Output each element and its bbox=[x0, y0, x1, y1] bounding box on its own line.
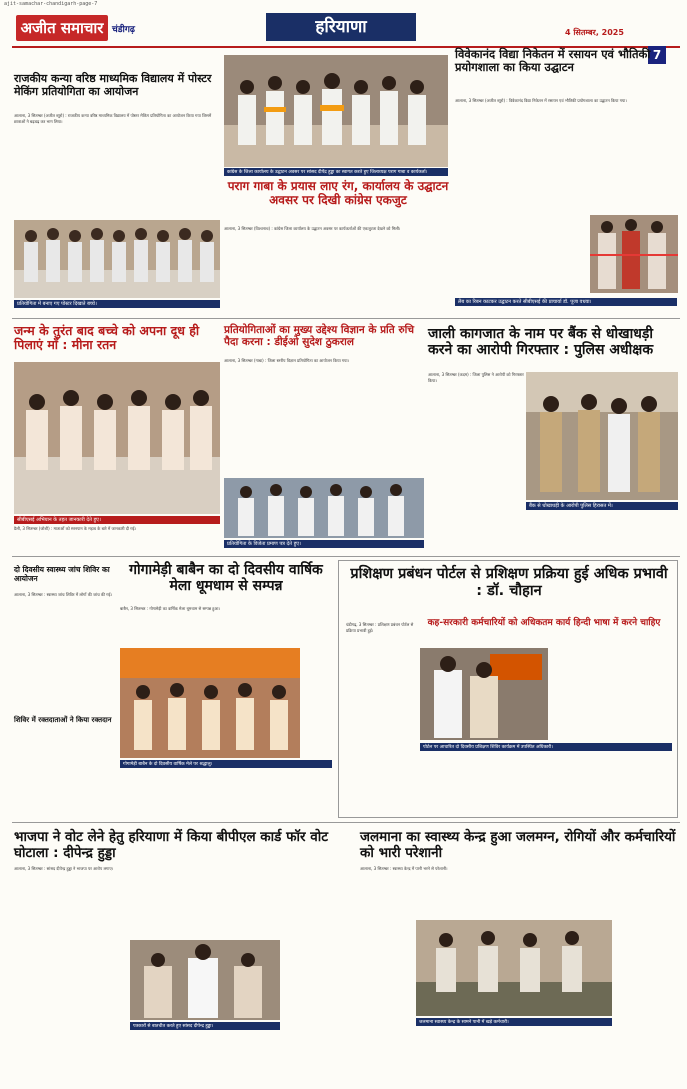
story-body: आलाना, 3 सितम्बर : सांसद दीपेन्द्र हुड्डा ने भाजपा पर आरोप लगाए। bbox=[14, 866, 114, 871]
photo-caption: प्रतियोगिता के विजेता प्रमाण पत्र देते हुए। bbox=[224, 540, 424, 548]
story-body: आलाना, 3 सितम्बर : स्वास्थ्य केन्द्र में पानी भरने से परेशानी। bbox=[360, 866, 448, 871]
photo-science-winners bbox=[224, 478, 424, 538]
headline-breastfeeding: जन्म के तुरंत बाद बच्चे को अपना दूध ही पिलाएं माँ : मीना रतन bbox=[14, 323, 200, 353]
story-body: आलाना, 3 सितम्बर (अजीत ब्यूरो) : विवेकानंद विद्या निकेतन में रसायन एवं भौतिकी प्रयोगशाला का उद्घाटन किया गया। bbox=[455, 98, 627, 103]
edition-label: चंडीगढ़ bbox=[112, 25, 135, 35]
page-number: 7 bbox=[648, 46, 666, 64]
story-body: डैली, 3 सितम्बर (जोशी) : माताओं को स्तनपान के महत्व के बारे में जानकारी दी गई। bbox=[14, 526, 136, 531]
section-title: हरियाणा bbox=[266, 13, 416, 41]
photo-congress-office bbox=[224, 55, 448, 167]
photo-lab-ribbon bbox=[590, 215, 678, 293]
divider bbox=[12, 822, 680, 823]
newspaper-logo: अजीत समाचार bbox=[16, 15, 108, 41]
headline-poster-competition: राजकीय कन्या वरिष्ठ माध्यमिक विद्यालय में पोस्टर मेकिंग प्रतियोगिता का आयोजन bbox=[14, 72, 212, 98]
photo-flooded-centre bbox=[416, 920, 612, 1016]
story-body: आलाना, 3 सितम्बर (विश्वनाथ) : कांग्रेस जिला कार्यालय के उद्घाटन अवसर पर कार्यकर्ताओं की एकजुटता देखने को मिली। bbox=[224, 226, 401, 231]
photo-caption: लैब का रिबन काटकर उद्घाटन करते सीबीएसई की प्राचार्या डॉ. पूजा वधवा। bbox=[455, 298, 677, 306]
story-body: आलाना, 3 सितम्बर (अजीत ब्यूरो) : राजकीय कन्या वरिष्ठ माध्यमिक विद्यालय में पोस्टर मेकिंग प्रतियोगिता का आयोजन किया गया जिसमें छात्राओं ने बढ़चढ़ कर भाग लिया। bbox=[14, 113, 212, 124]
photo-awareness-camp bbox=[14, 362, 220, 514]
photo-training-camp bbox=[420, 648, 548, 740]
story-body: आलाना, 3 सितम्बर (कदम) : जिला पुलिस ने आरोपी को गिरफ्तार किया। bbox=[428, 372, 524, 383]
headline-parag-gaba: पराग गाबा के प्रयास लाए रंग, कार्यालय के उद्घाटन अवसर पर दिखी कांग्रेस एकजुट bbox=[227, 179, 449, 207]
divider bbox=[12, 318, 680, 319]
story-body: चंडीगढ़, 3 सितम्बर : प्रशिक्षण प्रबंधन पोर्टल से प्रक्रिया प्रभावी हुई। bbox=[346, 622, 414, 633]
headline-bank-fraud: जाली कागजात के नाम पर बैंक से धोखाधड़ी करने का आरोपी गिरफ्तार : पुलिस अधीक्षक bbox=[428, 326, 654, 359]
pull-quote: कह-सरकारी कर्मचारियों को अधिकतम कार्य हिन्दी भाषा में करने चाहिए bbox=[427, 618, 661, 628]
photo-caption: जलमाना स्वास्थ्य केन्द्र के सामने पानी में खड़े कर्मचारी। bbox=[416, 1018, 612, 1026]
photo-press-conference bbox=[130, 940, 280, 1020]
headline-lab-inauguration: विवेकानंद विद्या निकेतन में रसायन एवं भौतिकी प्रयोगशाला का किया उद्घाटन bbox=[455, 47, 651, 75]
headline-health-camp: दो दिवसीय स्वास्थ्य जांच शिविर का आयोजन bbox=[14, 565, 110, 583]
story-body: आलाना, 3 सितम्बर (गाबा) : जिला स्तरीय विज्ञान प्रतियोगिता का आयोजन किया गया। bbox=[224, 358, 350, 363]
subhead-blood-donation: शिविर में रक्तदाताओं ने किया रक्तदान bbox=[14, 716, 112, 724]
photo-police-accused bbox=[526, 372, 678, 500]
story-body: आलाना, 3 सितम्बर : स्वास्थ्य जांच शिविर में लोगों की जांच की गई। bbox=[14, 592, 113, 597]
photo-caption: सीबीएसई अभियान के तहत जानकारी देते हुए। bbox=[14, 516, 220, 524]
headline-training-portal: प्रशिक्षण प्रबंधन पोर्टल से प्रशिक्षण प्रक्रिया हुई अधिक प्रभावी : डॉ. चौहान bbox=[350, 566, 668, 599]
photo-caption: गोगामेड़ी बाबैन के दो दिवसीय वार्षिक मेले पर श्रद्धालु। bbox=[120, 760, 332, 768]
issue-date: 4 सितम्बर, 2025 bbox=[565, 28, 624, 37]
headline-gogamedi-fair: गोगामेड़ी बाबैन का दो दिवसीय वार्षिक मेला धूमधाम से सम्पन्न bbox=[129, 562, 323, 595]
photo-poster-students bbox=[14, 220, 220, 298]
headline-jalmana-health-centre: जलमाना का स्वास्थ्य केन्द्र हुआ जलमग्न, रोगियों और कर्मचारियों को भारी परेशानी bbox=[360, 829, 676, 861]
headline-science-competition: प्रतियोगिताओं का मुख्य उद्देश्य विज्ञान के प्रति रुचि पैदा करना : डीईओ सुदेश ठुकराल bbox=[224, 324, 415, 349]
photo-caption: कांग्रेस के जिला कार्यालय के उद्घाटन अवसर पर सांसद दीपेंद्र हुड्डा का स्वागत करते हुए जिलाध्यक्ष पराग गाबा व कार्यकर्ता। bbox=[224, 168, 448, 176]
story-body: बाबैन, 3 सितम्बर : गोगामेड़ी का वार्षिक मेला धूमधाम से सम्पन्न हुआ। bbox=[120, 606, 220, 611]
headline-bpl-card-scam: भाजपा ने वोट लेने हेतु हरियाणा में किया बीपीएल कार्ड फॉर वोट घोटाला : दीपेन्द्र हुड्डा bbox=[14, 829, 329, 861]
photo-caption: बैंक से धोखाधड़ी के आरोपी पुलिस हिरासत में। bbox=[526, 502, 678, 510]
divider bbox=[12, 556, 680, 557]
photo-fair-devotees bbox=[120, 648, 300, 758]
photo-caption: प्रतियोगिता में बनाए गए पोस्टर दिखाते बच्चे। bbox=[14, 300, 220, 308]
photo-caption: पत्रकारों से बातचीत करते हुए सांसद दीपेन्द्र हुड्डा। bbox=[130, 1022, 280, 1030]
print-slug: ajit-samachar-chandigarh-page-7 bbox=[4, 1, 98, 7]
photo-caption: पोर्टल पर आधारित दो दिवसीय प्रशिक्षण शिविर कार्यक्रम में उपस्थित अधिकारी। bbox=[420, 743, 672, 751]
